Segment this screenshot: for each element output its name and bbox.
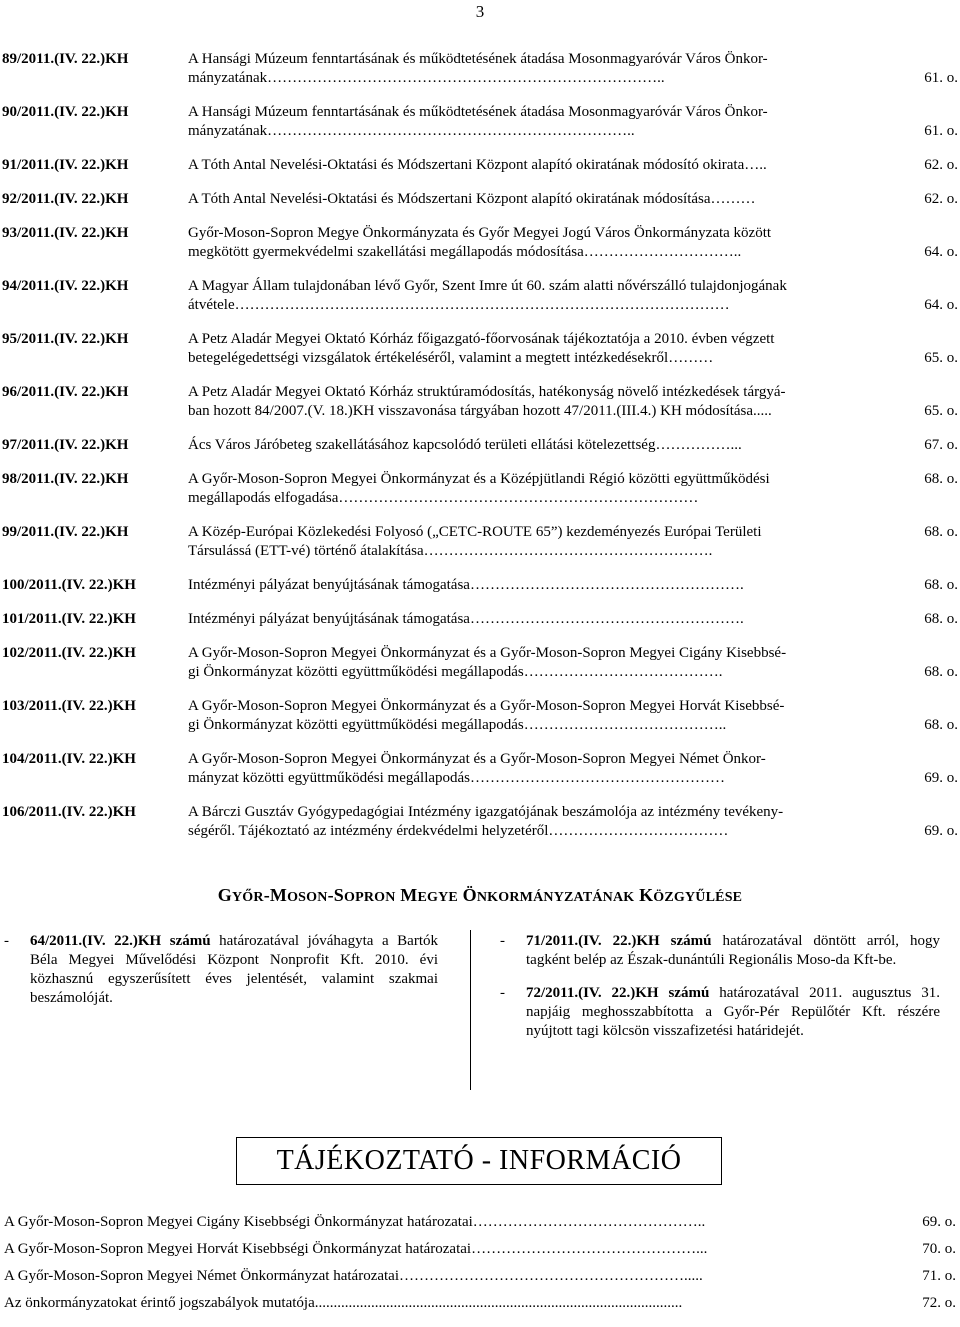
column-divider [470,930,471,1090]
description-line: A Győr-Moson-Sopron Megyei Önkormányzat és a Győr-Moson-Sopron Megyei Német Önkor- [188,751,766,767]
resolution-description [188,470,958,508]
resolution-entry [2,576,958,595]
description-line: Intézményi pályázat benyújtásának támogatása………………………………………………. [188,611,744,627]
page-reference: 69. o. [924,823,958,839]
page-reference: 68. o. [924,611,958,627]
resolution-code: 100/2011.(IV. 22.)KH [2,577,136,593]
resolution-entry [2,523,958,561]
toc-entry [4,1213,956,1232]
info-table-of-contents [4,1213,956,1321]
description-line: A Hansági Múzeum fenntartásának és működtetésének átadása Mosonmagyaróvár Város Önkor- [188,51,768,67]
decision-item [500,984,940,1041]
description-continuation: ségéről. Tájékoztató az intézmény érdekvédelmi helyzetéről……………………………… [188,823,729,839]
resolution-entry [2,190,958,209]
description-line [188,69,958,88]
resolution-code: 99/2011.(IV. 22.)KH [2,524,129,540]
resolution-entry [2,383,958,421]
resolution-code: 103/2011.(IV. 22.)KH [2,698,136,714]
resolution-entry [2,224,958,262]
page-reference: 68. o. [924,577,958,593]
description-line: A Tóth Antal Nevelési-Oktatási és Módszertani Központ alapító okiratának módosító okirata….. [188,157,767,173]
page-reference: 67. o. [924,437,958,453]
resolution-entry [2,330,958,368]
decision-item [500,932,940,970]
resolution-description [188,610,958,629]
page-reference: 70. o. [922,1241,956,1257]
resolution-number: 71/2011.(IV. 22.)KH számú [526,933,712,949]
description-line: A Magyar Állam tulajdonában lévő Győr, Szent Imre út 60. szám alatti nővérszálló tulajdonjogának [188,278,787,294]
left-column [4,932,438,1022]
resolution-description [188,156,958,175]
right-column [500,932,940,1055]
description-line [188,716,958,735]
bullet-dash: - [500,933,505,949]
resolution-code: 104/2011.(IV. 22.)KH [2,751,136,767]
description-line [188,542,906,561]
toc-entry [4,1267,956,1286]
resolution-description [188,224,958,262]
resolution-description [188,190,958,209]
description-continuation: gi Önkormányzat közötti együttműködési megállapodás…………………………………. [188,664,723,680]
description-continuation: megállapodás elfogadása……………………………………………………………… [188,490,699,506]
description-continuation: gi Önkormányzat közötti együttműködési megállapodás………………………………….. [188,717,727,733]
page-reference: 61. o. [924,123,958,139]
resolution-description [188,103,958,141]
resolution-entry [2,470,958,508]
resolution-entry [2,750,958,788]
decision-text [526,984,940,1041]
description-continuation: betegelégedettségi vizsgálatok értékeléséről, valamint a megtett intézkedésekről……… [188,350,714,366]
resolution-code: 102/2011.(IV. 22.)KH [2,645,136,661]
description-line [188,349,958,368]
resolution-code: 101/2011.(IV. 22.)KH [2,611,136,627]
page-reference: 65. o. [924,403,958,419]
toc-title: A Győr-Moson-Sopron Megyei Cigány Kisebbségi Önkormányzat határozatai……………………………………….. [4,1214,706,1230]
resolution-code: 95/2011.(IV. 22.)KH [2,331,129,347]
description-line [188,402,958,421]
resolution-description [188,383,958,421]
page-reference: 61. o. [924,70,958,86]
description-line: A Közép-Európai Közlekedési Folyosó („CETC-ROUTE 65”) kezdeményezés Európai Területi [188,524,762,540]
description-line: A Győr-Moson-Sopron Megyei Önkormányzat és a Győr-Moson-Sopron Megyei Horvát Kisebbsé- [188,698,785,714]
description-line [188,663,958,682]
resolution-entry [2,803,958,841]
toc-title: A Győr-Moson-Sopron Megyei Horvát Kisebbségi Önkormányzat határozatai………………………………………... [4,1241,708,1257]
resolution-entry [2,644,958,682]
description-line: A Petz Aladár Megyei Oktató Kórház struktúramódosítás, hatékonyság növelő intézkedések tárgyá- [188,384,786,400]
resolution-number: 64/2011.(IV. 22.)KH számú [30,933,211,949]
description-continuation: átvétele……………………………………………………………………………………… [188,297,730,313]
description-line: A Petz Aladár Megyei Oktató Kórház főigazgató-főorvosának tájékoztatója a 2010. évben végzett [188,331,775,347]
page-reference: 71. o. [922,1268,956,1284]
page-reference: 68. o. [924,524,958,540]
resolution-description [188,644,958,682]
toc-title: A Győr-Moson-Sopron Megyei Német Önkormányzat határozatai…………………………………………………..... [4,1268,703,1284]
resolution-code: 91/2011.(IV. 22.)KH [2,157,129,173]
resolution-description [188,750,958,788]
description-line: A Tóth Antal Nevelési-Oktatási és Módszertani Központ alapító okiratának módosítása……… [188,191,756,207]
resolution-code: 97/2011.(IV. 22.)KH [2,437,129,453]
toc-entry [4,1294,956,1313]
page-reference: 62. o. [924,191,958,207]
description-line [188,296,958,315]
page-reference: 62. o. [924,157,958,173]
resolution-code: 94/2011.(IV. 22.)KH [2,278,129,294]
page-reference: 64. o. [924,244,958,260]
description-line [188,769,958,788]
description-line: Győr-Moson-Sopron Megye Önkormányzata és Győr Megyei Jogú Város Önkormányzata között [188,225,772,241]
resolution-code: 96/2011.(IV. 22.)KH [2,384,129,400]
description-line: A Bárczi Gusztáv Gyógypedagógiai Intézmény igazgatójának beszámolója az intézmény tevékeny- [188,804,784,820]
page-reference: 72. o. [922,1295,956,1311]
description-line: Intézményi pályázat benyújtásának támogatása………………………………………………. [188,577,744,593]
toc-title: Az önkormányzatokat érintő jogszabályok mutatója.................................................................................................. [4,1295,683,1311]
resolution-code: 92/2011.(IV. 22.)KH [2,191,129,207]
section-title: GYŐR-MOSON-SOPRON MEGYE ÖNKORMÁNYZATÁNAK KÖZGYŰLÉSE [217,885,743,905]
page-reference: 68. o. [924,471,958,487]
resolution-entry [2,156,958,175]
description-continuation: mányzatának……………………………………………………………….. [188,123,635,139]
resolution-description [188,523,958,561]
decision-summary: határozatával 2011. augusztus 31. napjáig meghosszabbította a Győr-Pér Repülőtér Kft. részére nyújtott tagi kölcsön visszafizetési határidejét. [526,985,941,1039]
resolution-description [188,697,958,735]
page-reference: 68. o. [924,717,958,733]
resolution-code: 93/2011.(IV. 22.)KH [2,225,129,241]
decision-summary: határozatával jóváhagyta a Bartók Béla Megyei Művelődési Központ Nonprofit Kft. 2010. évi közhasznú egyszerűsített éves jelentését, valamint szakmai beszámolóját. [30,933,438,1006]
toc-entry [4,1240,956,1259]
description-line [188,822,958,841]
description-continuation: Társulássá (ETT-vé) történő átalakítása…………………………………………………. [188,543,713,559]
resolution-description [188,576,958,595]
resolution-entry [2,50,958,88]
bullet-dash: - [500,985,505,1001]
page-number: 3 [475,2,485,21]
description-line: A Győr-Moson-Sopron Megyei Önkormányzat és a Győr-Moson-Sopron Megyei Cigány Kisebbsé- [188,645,787,661]
page-reference: 64. o. [924,297,958,313]
bullet-dash: - [4,933,9,949]
page-reference: 68. o. [924,664,958,680]
resolution-entry [2,436,958,455]
resolution-code: 90/2011.(IV. 22.)KH [2,104,129,120]
resolution-number: 72/2011.(IV. 22.)KH számú [526,985,710,1001]
resolution-description [188,330,958,368]
resolution-description [188,277,958,315]
resolution-code: 89/2011.(IV. 22.)KH [2,51,129,67]
decision-item [4,932,438,1008]
description-line: A Hansági Múzeum fenntartásának és működtetésének átadása Mosonmagyaróvár Város Önkor- [188,104,768,120]
page-reference: 69. o. [924,770,958,786]
resolution-code: 106/2011.(IV. 22.)KH [2,804,136,820]
resolution-code: 98/2011.(IV. 22.)KH [2,471,129,487]
resolution-entry [2,697,958,735]
resolution-description [188,436,958,455]
description-line [188,122,958,141]
page-reference: 65. o. [924,350,958,366]
decision-summary: határozatával döntött arról, hogy tagként belép az Észak-dunántúli Regionális Moso-da Kft-be. [526,933,940,968]
description-continuation: ban hozott 84/2007.(V. 18.)KH visszavonása tárgyában hozott 47/2011.(III.4.) KH módosítása..... [188,403,772,419]
resolution-description [188,50,958,88]
description-line [188,243,958,262]
description-continuation: mányzat közötti együttműködési megállapodás…………………………………………… [188,770,726,786]
resolution-entry [2,103,958,141]
resolution-entry [2,277,958,315]
description-continuation: mányzatának…………………………………………………………………….. [188,70,665,86]
info-heading-box: TÁJÉKOZTATÓ - INFORMÁCIÓ [236,1137,722,1185]
resolution-description [188,803,958,841]
description-continuation: megkötött gyermekvédelmi szakellátási megállapodás módosítása………………………….. [188,244,742,260]
description-line: A Győr-Moson-Sopron Megyei Önkormányzat és a Középjütlandi Régió közötti együttműködési [188,471,770,487]
description-line: Ács Város Járóbeteg szakellátásához kapcsolódó területi ellátási kötelezettség……………... [188,437,742,453]
decision-text [30,932,438,1008]
resolution-index [2,50,958,856]
page-reference: 69. o. [922,1214,956,1230]
decision-text [526,932,940,970]
resolution-entry [2,610,958,629]
description-line [188,489,906,508]
